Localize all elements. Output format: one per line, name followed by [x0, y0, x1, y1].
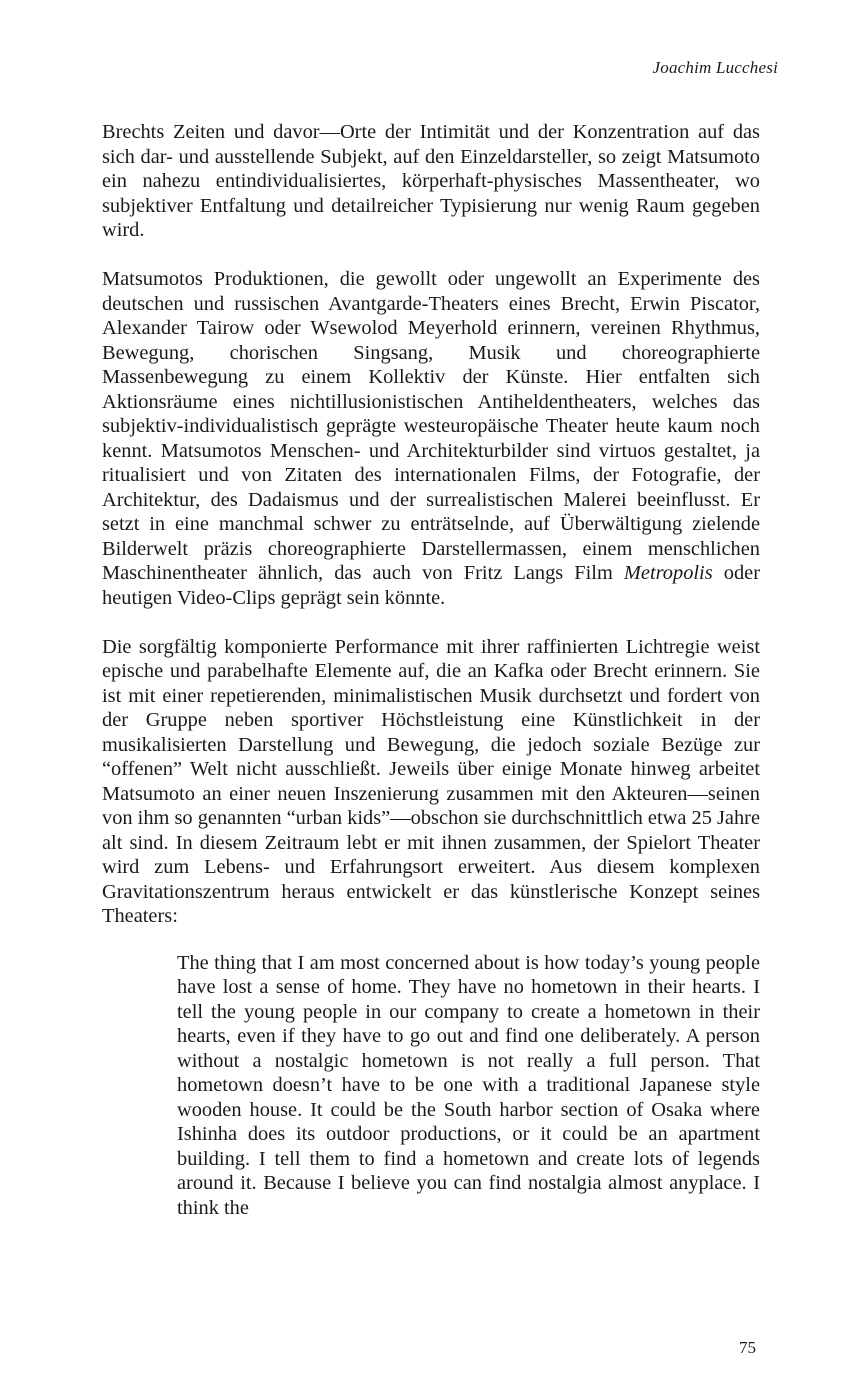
- film-title-metropolis: Metropolis: [623, 562, 713, 584]
- running-head-author: Joachim Lucchesi: [652, 58, 778, 77]
- page-number: 75: [739, 1338, 756, 1357]
- paragraph-2-text-after: oder heutigen Video-Clips geprägt sein könnte.: [102, 562, 760, 609]
- paragraph-1: Brechts Zeiten und davor—Orte der Intimität und der Konzentration auf das sich dar- und ausstellende Subjekt, auf den Einzeldarsteller, so zeigt Matsumoto ein nahezu entindividualisiertes, körperhaft-physisches Massentheater, wo subjektiver Entfaltung und detailreicher Typisierung nur wenig Raum gegeben wird.: [102, 121, 760, 241]
- block-quote: The thing that I am most concerned about is how today’s young people have lost a sense of home. They have no hometown in their hearts. I tell the young people in our company to create a hometown in their hearts, even if they have to go out and find one deliberately. A person without a nostalgic hometown is not really a full person. That hometown doesn’t have to be one with a traditional Japanese style wooden house. It could be the South harbor section of Osaka where Ishinha does its outdoor productions, or it could be an apartment building. I tell them to find a hometown and create lots of legends around it. Because I believe you can find nostalgia almost anyplace. I think the: [177, 951, 760, 1219]
- paragraph-2-text-before: Matsumotos Produktionen, die gewollt oder ungewollt an Experimente des deutschen und russischen Avantgarde-Theaters eines Brecht, Erwin Piscator, Alexander Tairow oder Wsewolod Meyerhold erinnern, vereinen Rhythmus, Bewegung, chorischen Singsang, Musik und choreographierte Massenbewegung zu einem Kollektiv der Künste. Hier entfalten sich Aktionsräume eines nichtillusionistischen Antiheldentheaters, welches das subjektiv-individualistisch geprägte westeuropäische Theater heute kaum noch kennt. Matsumotos Menschen- und Architekturbilder sind virtuos gestaltet, ja ritualisiert und von Zitaten des internationalen Films, der Fotografie, der Architektur, des Dadaismus und der surrealistischen Malerei beeinflusst. Er setzt in eine manchmal schwer zu enträtselnde, auf Überwältigung zielende Bilderwelt präzis choreographierte Darstellermassen, einem menschlichen Maschinentheater ähnlich, das auch von Fritz Langs Film: [102, 268, 760, 584]
- paragraph-3: Die sorgfältig komponierte Performance mit ihrer raffinierten Lichtregie weist epische und parabelhafte Elemente auf, die an Kafka oder Brecht erinnern. Sie ist mit einer repetierenden, minimalistischen Musik durchsetzt und fordert von der Gruppe neben sportiver Höchstleistung eine Künstlichkeit in der musikalisierten Darstellung und Bewegung, die jedoch soziale Bezüge zur “offenen” Welt nicht ausschließt. Jeweils über einige Monate hinweg arbeitet Matsumoto an einer neuen Inszenierung zusammen mit den Akteuren—seinen von ihm so genannten “urban kids”—obschon sie durchschnittlich etwa 25 Jahre alt sind. In diesem Zeitraum lebt er mit ihnen zusammen, der Spielort Theater wird zum Lebens- und Erfahrungsort erweitert. Aus diesem komplexen Gravitationszentrum heraus entwickelt er das künstlerische Konzept seines Theaters:: [102, 635, 761, 927]
- main-text-column: [102, 120, 760, 1220]
- paragraph-2: [102, 267, 760, 610]
